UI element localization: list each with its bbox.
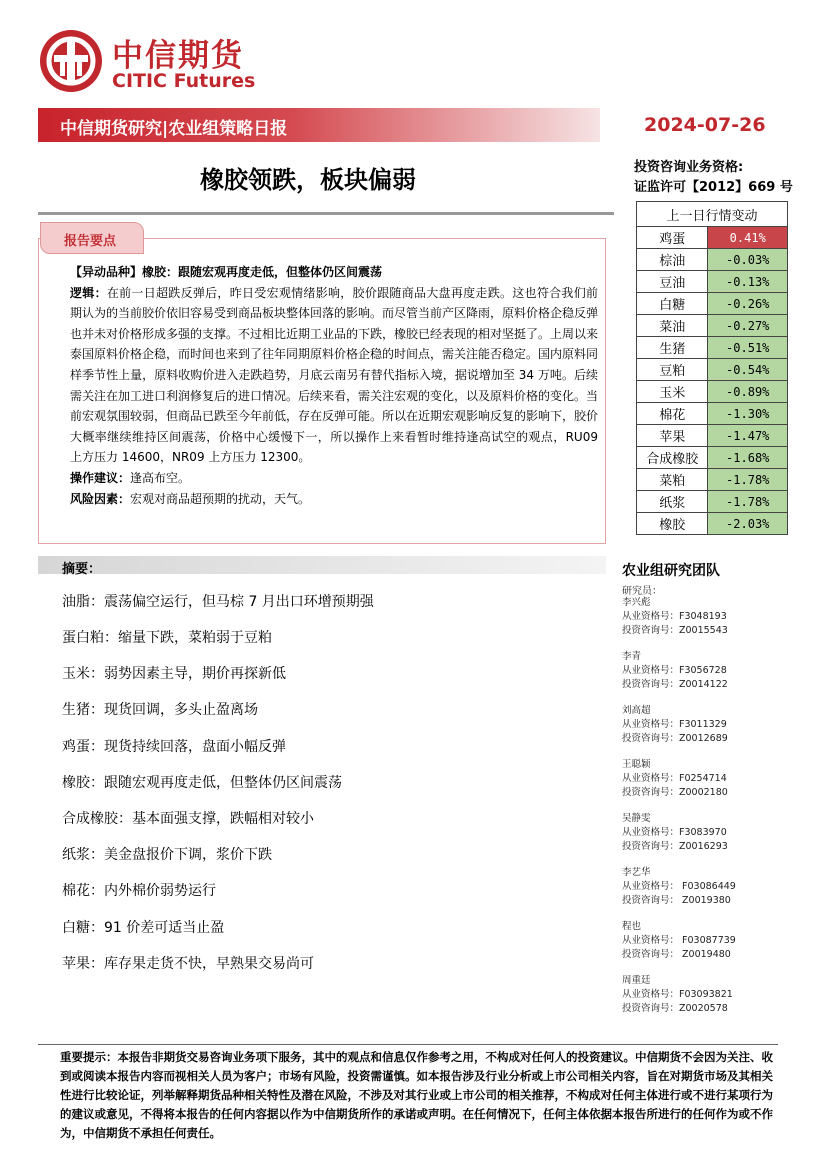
analyst-name: 李兴彪 bbox=[622, 597, 651, 608]
disclaimer-divider bbox=[38, 1044, 778, 1045]
operation-paragraph bbox=[70, 468, 598, 489]
team-title: 农业组研究团队 bbox=[622, 563, 720, 579]
analyst-card bbox=[622, 650, 728, 692]
analyst-card bbox=[622, 812, 728, 854]
analyst-name: 刘高超 bbox=[622, 705, 651, 716]
summary-item: 蛋白粕：缩量下跌，菜粕弱于豆粕 bbox=[62, 630, 272, 646]
logo-text-en: CITIC Futures bbox=[112, 70, 256, 92]
commodity-name: 玉米 bbox=[637, 381, 708, 403]
summary-item: 苹果：库存果走货不快，早熟果交易尚可 bbox=[62, 956, 314, 972]
commodity-name: 菜油 bbox=[637, 315, 708, 337]
summary-item: 玉米：弱势因素主导，期价再探新低 bbox=[62, 666, 286, 682]
commodity-change: -1.78% bbox=[708, 469, 788, 491]
commodity-name: 生猪 bbox=[637, 337, 708, 359]
analyst-consult: 投资咨询号：Z0015543 bbox=[622, 625, 728, 636]
commodity-name: 鸡蛋 bbox=[637, 227, 708, 249]
operation-label: 操作建议： bbox=[70, 470, 131, 485]
summary-label: 摘要： bbox=[62, 562, 102, 577]
analyst-qual: 从业资格号：F0254714 bbox=[622, 773, 727, 784]
analyst-name: 周重廷 bbox=[622, 975, 651, 986]
commodity-change: -1.47% bbox=[708, 425, 788, 447]
commodity-name: 合成橡胶 bbox=[637, 447, 708, 469]
commodity-name: 纸浆 bbox=[637, 491, 708, 513]
commodity-change: -0.89% bbox=[708, 381, 788, 403]
analyst-qual: 从业资格号：F03093821 bbox=[622, 989, 733, 1000]
analyst-card bbox=[622, 974, 733, 1016]
key-highlight: 【异动品种】橡胶：跟随宏观再度走低，但整体仍区间震荡 bbox=[70, 265, 383, 279]
risk-paragraph bbox=[70, 489, 598, 510]
table-row bbox=[637, 491, 788, 513]
table-row bbox=[637, 381, 788, 403]
table-row bbox=[637, 271, 788, 293]
disclaimer: 重要提示：本报告非期货交易咨询业务项下服务，其中的观点和信息仅作参考之用，不构成对任何人的投资建议。中信期货不会因为关注、收到或阅读本报告内容而视相关人员为客户；市场有风险，投资需谨慎。如本报告涉及行业分析或上市公司相关内容，旨在对期货市场及其相关性进行比较论证，列举解释期货品种相关特性及潜在风险，不涉及对其行业或上市公司的相关推荐，不构成对任何主体进行或不进行某项行为的建议或意见，不得将本报告的任何内容据以作为中信期货所作的承诺或声明。在任何情况下，任何主体依据本报告所进行的任何作为或不作为，中信期货不承担任何责任。 bbox=[60, 1050, 773, 1140]
analyst-name: 吴静雯 bbox=[622, 813, 651, 824]
analyst-card bbox=[622, 758, 728, 800]
commodity-name: 菜粕 bbox=[637, 469, 708, 491]
analyst-card bbox=[622, 704, 728, 746]
summary-item: 棉花：内外棉价弱势运行 bbox=[62, 883, 216, 899]
analyst-qual: 从业资格号：F3011329 bbox=[622, 719, 727, 730]
analyst-consult: 投资咨询号：Z0002180 bbox=[622, 787, 728, 798]
analyst-name: 李青 bbox=[622, 651, 642, 662]
commodity-name: 苹果 bbox=[637, 425, 708, 447]
analyst-consult: 投资咨询号：Z0020578 bbox=[622, 1003, 728, 1014]
analyst-name: 王聪颖 bbox=[622, 759, 651, 770]
commodity-name: 白糖 bbox=[637, 293, 708, 315]
commodity-name: 豆油 bbox=[637, 271, 708, 293]
table-row bbox=[637, 293, 788, 315]
table-row bbox=[637, 447, 788, 469]
page-title: 橡胶领跌，板块偏弱 bbox=[200, 166, 416, 194]
table-row bbox=[637, 425, 788, 447]
key-points-content bbox=[70, 262, 598, 509]
analyst-consult: 投资咨询号：Z0016293 bbox=[622, 841, 728, 852]
market-change-table bbox=[636, 201, 788, 535]
analyst-qual: 从业资格号： F03086449 bbox=[622, 881, 736, 892]
qualification-license: 证监许可【2012】669 号 bbox=[634, 180, 793, 195]
summary-item: 纸浆：美金盘报价下调，浆价下跌 bbox=[62, 847, 272, 863]
summary-item: 橡胶：跟随宏观再度走低，但整体仍区间震荡 bbox=[62, 775, 342, 791]
commodity-change: -1.78% bbox=[708, 491, 788, 513]
commodity-change: -0.27% bbox=[708, 315, 788, 337]
summary-item: 油脂：震荡偏空运行，但马棕 7 月出口环增预期强 bbox=[62, 594, 374, 610]
analyst-qual: 从业资格号：F3056728 bbox=[622, 665, 727, 676]
commodity-name: 棕油 bbox=[637, 249, 708, 271]
analyst-name: 程也 bbox=[622, 921, 642, 932]
commodity-change: -1.68% bbox=[708, 447, 788, 469]
summary-bar bbox=[38, 556, 606, 574]
table-row bbox=[637, 337, 788, 359]
summary-item: 鸡蛋：现货持续回落，盘面小幅反弹 bbox=[62, 739, 286, 755]
summary-item: 白糖：91 价差可适当止盈 bbox=[62, 920, 225, 936]
commodity-name: 橡胶 bbox=[637, 513, 708, 535]
table-row bbox=[637, 403, 788, 425]
commodity-change: -0.51% bbox=[708, 337, 788, 359]
logo-text-cn: 中信期货 bbox=[112, 38, 244, 74]
citic-logo-icon bbox=[38, 28, 104, 94]
table-row bbox=[637, 469, 788, 491]
qualification-label: 投资咨询业务资格: bbox=[634, 160, 744, 175]
commodity-change: -0.54% bbox=[708, 359, 788, 381]
analyst-card bbox=[622, 596, 728, 638]
table-row bbox=[637, 315, 788, 337]
logic-paragraph bbox=[70, 283, 598, 468]
analyst-qual: 从业资格号： F03087739 bbox=[622, 935, 736, 946]
team-role-label: 研究员： bbox=[622, 586, 662, 597]
report-series-title: 中信期货研究|农业组策略日报 bbox=[60, 119, 288, 139]
risk-label: 风险因素： bbox=[70, 491, 131, 506]
summary-item: 合成橡胶：基本面强支撑，跌幅相对较小 bbox=[62, 811, 314, 827]
logic-text: 在前一日超跌反弹后，昨日受宏观情绪影响，胶价跟随商品大盘再度走跌。这也符合我们前期认为的当前胶价依旧容易受到商品板块整体回落的影响。而尽管当前产区降雨，原料价格企稳反弹也并未对价格形成多强的支撑。不过相比近期工业品的下跌，橡胶已经表现的相对坚挺了。上周以来泰国原料价格企稳，而时间也来到了往年同期原料价格企稳的时间点，需关注能否稳定。国内原料同样季节性上量，原料收购价进入走跌趋势，月底云南另有替代指标入境，据说增加至 34 万吨。后续需关注在加工进口利润修复后的进口情况。后续来看，需关注宏观的变化，以及原料价格的变化。当前宏观氛围较弱，但商品已跌至今年前低，存在反弹可能。所以在近期宏观影响反复的影响下，胶价大概率继续维持区间震荡，价格中心缓慢下一，所以操作上来看暂时维持逢高试空的观点，RU09 上方压力 14600，NR09 上方压力 12300。 bbox=[70, 285, 599, 465]
commodity-change: 0.41% bbox=[708, 227, 788, 249]
table-header: 上一日行情变动 bbox=[637, 202, 788, 227]
analyst-qual: 从业资格号：F3083970 bbox=[622, 827, 727, 838]
risk-text: 宏观对商品超预期的扰动，天气。 bbox=[130, 491, 311, 506]
analyst-consult: 投资咨询号： Z0019380 bbox=[622, 895, 731, 906]
commodity-change: -2.03% bbox=[708, 513, 788, 535]
analyst-consult: 投资咨询号： Z0019480 bbox=[622, 949, 731, 960]
logic-label: 逻辑： bbox=[70, 285, 107, 300]
commodity-change: -0.03% bbox=[708, 249, 788, 271]
analyst-name: 李艺华 bbox=[622, 867, 651, 878]
divider bbox=[38, 212, 614, 215]
commodity-change: -0.13% bbox=[708, 271, 788, 293]
analyst-consult: 投资咨询号：Z0012689 bbox=[622, 733, 728, 744]
commodity-change: -0.26% bbox=[708, 293, 788, 315]
commodity-name: 棉花 bbox=[637, 403, 708, 425]
analyst-card bbox=[622, 920, 736, 962]
table-row bbox=[637, 227, 788, 249]
table-row bbox=[637, 513, 788, 535]
commodity-name: 豆粕 bbox=[637, 359, 708, 381]
analyst-card bbox=[622, 866, 736, 908]
analyst-consult: 投资咨询号：Z0014122 bbox=[622, 679, 728, 690]
report-date: 2024-07-26 bbox=[644, 114, 766, 136]
analyst-qual: 从业资格号：F3048193 bbox=[622, 611, 727, 622]
summary-item: 生猪：现货回调，多头止盈离场 bbox=[62, 702, 258, 718]
key-points-tab-label: 报告要点 bbox=[64, 234, 117, 249]
commodity-change: -1.30% bbox=[708, 403, 788, 425]
table-row bbox=[637, 359, 788, 381]
table-row bbox=[637, 249, 788, 271]
operation-text: 逢高布空。 bbox=[130, 470, 191, 485]
